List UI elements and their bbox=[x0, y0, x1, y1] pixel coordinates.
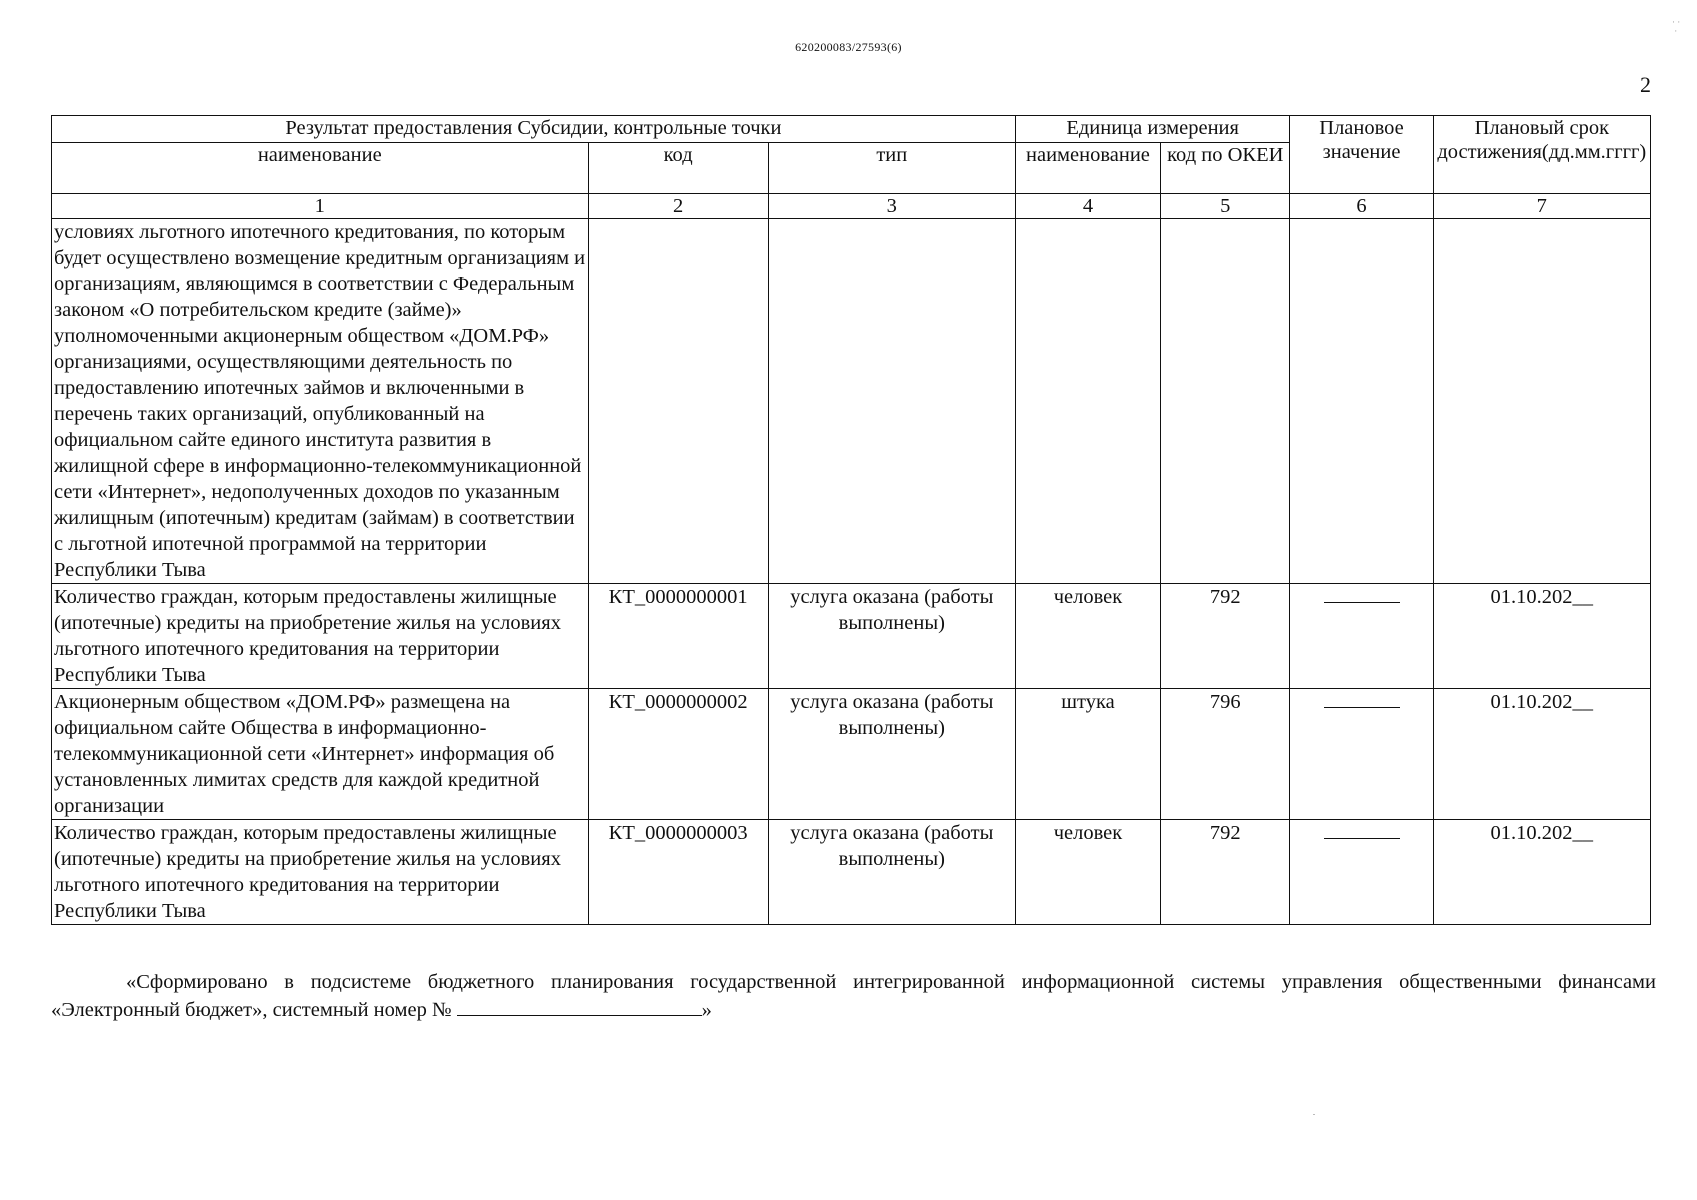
cell-planned-date: 01.10.202__ bbox=[1433, 820, 1650, 925]
cell-planned-value bbox=[1290, 219, 1433, 584]
footer-text: «Сформировано в подсистеме бюджетного планирования государственной интегрированной информационной системы управления общественными финансами «Электронный бюджет», системный номер № bbox=[51, 971, 1656, 1021]
cell-type: услуга оказана (работы выполнены) bbox=[768, 584, 1015, 689]
cell-name: Количество граждан, которым предоставлены жилищные (ипотечные) кредиты на приобретение жилья на условиях льготного ипотечного кредитования на территории Республики Тыва bbox=[52, 584, 589, 689]
page-number: 2 bbox=[1640, 72, 1651, 97]
cell-name: Акционерным обществом «ДОМ.РФ» размещена на официальном сайте Общества в информационно-телекоммуникационной сети «Интернет» информация об установленных лимитах средств для каждой кредитной организации bbox=[52, 689, 589, 820]
cell-name: Количество граждан, которым предоставлены жилищные (ипотечные) кредиты на приобретение жилья на условиях льготного ипотечного кредитования на территории Республики Тыва bbox=[52, 820, 589, 925]
cell-name: условиях льготного ипотечного кредитования, по которым будет осуществлено возмещение кредитным организациям и организациям, являющимся в соответствии с Федеральным законом «О потребительском кредите (займе)» уполномоченными акционерным обществом «ДОМ.РФ» организациями, осуществляющими деятельность по предоставлению ипотечных займов и включенными в перечень таких организаций, опубликованный на официальном сайте единого института развития в жилищной сфере в информационно-телекоммуникационной сети «Интернет», недополученных доходов по указанным жилищным (ипотечным) кредитам (займам) в соответствии с льготной ипотечной программой на территории Республики Тыва bbox=[52, 219, 589, 584]
cell-type bbox=[768, 219, 1015, 584]
cell-unit-name: штука bbox=[1015, 689, 1160, 820]
results-table bbox=[51, 115, 1651, 925]
cell-unit-code: 792 bbox=[1161, 820, 1290, 925]
cell-planned-value-blank bbox=[1290, 820, 1433, 925]
table-row bbox=[52, 820, 1651, 925]
table-row bbox=[52, 689, 1651, 820]
cell-unit-code: 792 bbox=[1161, 584, 1290, 689]
footer-note bbox=[51, 968, 1656, 1024]
column-number: 1 bbox=[52, 194, 589, 219]
blank-line bbox=[1324, 588, 1400, 603]
cell-type: услуга оказана (работы выполнены) bbox=[768, 820, 1015, 925]
blank-line bbox=[1324, 693, 1400, 708]
footer-text-end: » bbox=[701, 999, 712, 1021]
column-number: 4 bbox=[1015, 194, 1160, 219]
header-planned-value: Плановое значение bbox=[1290, 116, 1433, 194]
header-result-group: Результат предоставления Субсидии, контрольные точки bbox=[52, 116, 1016, 143]
cell-type: услуга оказана (работы выполнены) bbox=[768, 689, 1015, 820]
cell-planned-date: 01.10.202__ bbox=[1433, 584, 1650, 689]
cell-planned-value-blank bbox=[1290, 584, 1433, 689]
header-unit-code: код по ОКЕИ bbox=[1161, 143, 1290, 194]
cell-code: КТ_0000000002 bbox=[588, 689, 768, 820]
cell-unit-code bbox=[1161, 219, 1290, 584]
cell-planned-date bbox=[1433, 219, 1650, 584]
table-row bbox=[52, 584, 1651, 689]
cell-unit-name: человек bbox=[1015, 820, 1160, 925]
cell-planned-value-blank bbox=[1290, 689, 1433, 820]
header-unit-group: Единица измерения bbox=[1015, 116, 1290, 143]
table-row bbox=[52, 219, 1651, 584]
document-id: 620200083/27593(6) bbox=[795, 40, 902, 54]
cell-planned-date: 01.10.202__ bbox=[1433, 689, 1650, 820]
scan-speck bbox=[1313, 1114, 1315, 1115]
cell-code bbox=[588, 219, 768, 584]
column-number: 5 bbox=[1161, 194, 1290, 219]
table-header bbox=[52, 116, 1651, 219]
header-type: тип bbox=[768, 143, 1015, 194]
header-unit-name: наименование bbox=[1015, 143, 1160, 194]
column-number: 7 bbox=[1433, 194, 1650, 219]
header-planned-date: Плановый срок достижения(дд.мм.гггг) bbox=[1433, 116, 1650, 194]
cell-unit-code: 796 bbox=[1161, 689, 1290, 820]
blank-line bbox=[1324, 824, 1400, 839]
column-number: 6 bbox=[1290, 194, 1433, 219]
cell-unit-name bbox=[1015, 219, 1160, 584]
scan-artifact-mark: · · · bbox=[1672, 17, 1681, 36]
system-number-blank bbox=[457, 997, 702, 1016]
header-name: наименование bbox=[52, 143, 589, 194]
cell-code: КТ_0000000001 bbox=[588, 584, 768, 689]
header-code: код bbox=[588, 143, 768, 194]
column-number: 2 bbox=[588, 194, 768, 219]
cell-code: КТ_0000000003 bbox=[588, 820, 768, 925]
column-number: 3 bbox=[768, 194, 1015, 219]
cell-unit-name: человек bbox=[1015, 584, 1160, 689]
